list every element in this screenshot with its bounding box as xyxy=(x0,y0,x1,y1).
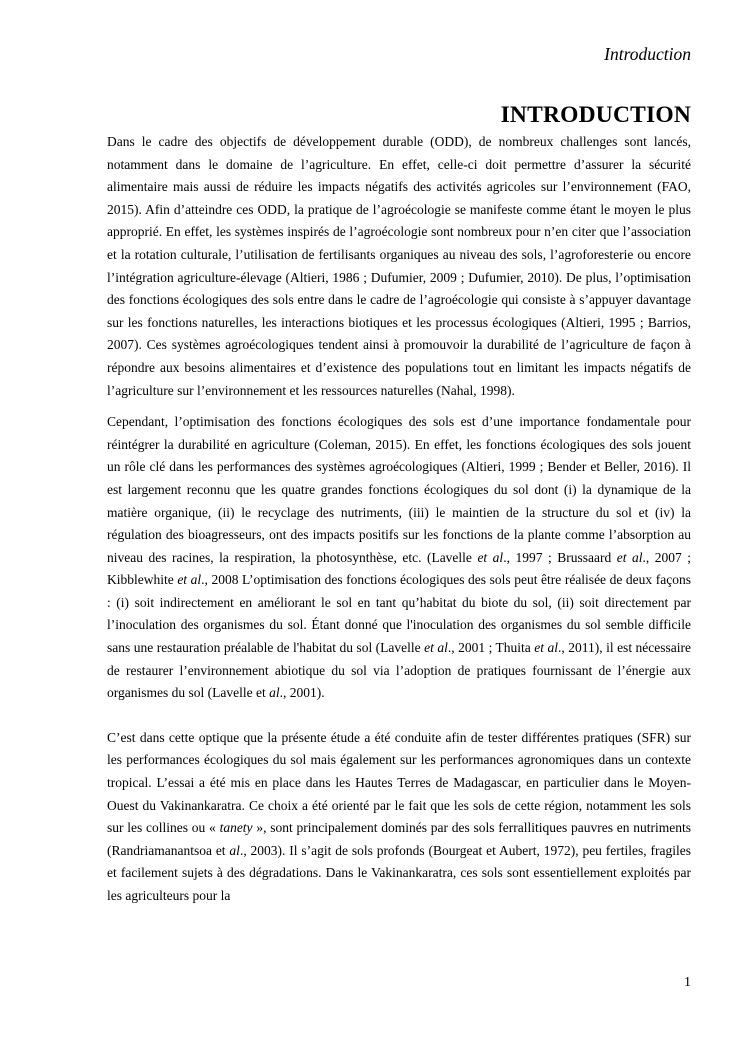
text-segment: C’est dans cette optique que la présente étude a été conduite afin de tester différentes pratiques (SFR) sur les performances écologiques du sol mais également sur les performances agronomiques dans un contexte tropical. L’essai a été mis en place dans les Hautes Terres de Madagascar, en particulier dans le Moyen-Ouest du Vakinankaratra. Ce choix a été orienté par le fait que les sols de cette région, notamment les sols sur les collines ou « xyxy=(107,729,691,836)
text-segment: ., 2003). Il s’agit de sols profonds (Bourgeat et Aubert, 1972), peu fertiles, fragiles et facilement sujets à des dégradations. Dans le Vakinankaratra, ces sols sont essentiellement exploités par les agriculteurs pour la xyxy=(107,842,691,903)
text-segment: Cependant, l’optimisation des fonctions écologiques des sols est d’une importance fondamentale pour réintégrer la durabilité en agriculture (Coleman, 2015). En effet, les fonctions écologiques des sols jouent un rôle clé dans les performances des systèmes agroécologiques (Altieri, 1999 ; Bender et Beller, 2016). Il est largement reconnu que les quatre grandes fonctions écologiques du sol dont (i) la dynamique de la matière organique, (ii) le recyclage des nutriments, (iii) le maintien de la structure du sol et (iv) la régulation des bioagresseurs, ont des impacts positifs sur les fonctions de la plante comme l’absorption au niveau des racines, la respiration, la photosynthèse, etc. (Lavelle xyxy=(107,414,691,565)
text-segment: ., 1997 ; Brussaard xyxy=(503,549,617,565)
italic-text: al xyxy=(269,685,280,701)
text-segment: ., 2001 ; Thuita xyxy=(447,640,535,656)
italic-text: et al xyxy=(534,640,559,656)
body-text xyxy=(107,131,691,908)
text-segment: ., 2007 ; Kibblewhite xyxy=(107,549,691,588)
chapter-title: INTRODUCTION xyxy=(500,102,691,128)
text-segment: ., 2001). xyxy=(279,685,325,701)
italic-text: et al xyxy=(477,549,504,565)
text-segment: », sont principalement dominés par des sols ferrallitiques pauvres en nutriments (Randriamanantsoa et xyxy=(107,820,691,858)
paragraph-1 xyxy=(107,131,691,402)
italic-text: et al xyxy=(616,549,643,565)
text-segment: ., 2008 L’optimisation des fonctions écologiques des sols peut être réalisée de deux façons : (i) soit indirectement en améliorant le sol en tant qu’habitat du biote du sol, (ii) soit directement par l’inoculation des organismes du sol. Étant donné que l'inoculation des organismes du sol semble difficile sans une restauration préalable de l'habitat du sol (Lavelle xyxy=(107,572,691,656)
paragraph-3 xyxy=(107,727,691,908)
italic-text: al xyxy=(229,842,240,858)
page-number: 1 xyxy=(684,975,691,990)
italic-text: tanety xyxy=(219,820,253,836)
paragraph-2 xyxy=(107,411,691,705)
text-segment: Dans le cadre des objectifs de développement durable (ODD), de nombreux challenges sont lancés, notamment dans le domaine de l’agriculture. En effet, celle-ci doit permettre d’assurer la sécurité alimentaire mais aussi de réduire les impacts négatifs des activités agricoles sur l’environnement (FAO, 2015). Afin d’atteindre ces ODD, la pratique de l’agroécologie se manifeste comme étant le moyen le plus approprié. En effet, les systèmes inspirés de l’agroécologie sont nombreux pour n’en citer que l’association et la rotation culturale, l’utilisation de fertilisants organiques au niveau des sols, l’agroforesterie ou encore l’intégration agriculture-élevage (Altieri, 1986 ; Dufumier, 2009 ; Dufumier, 2010). De plus, l’optimisation des fonctions écologiques des sols entre dans le cadre de l’agroécologie qui consiste à s’appuyer davantage sur les fonctions naturelles, les interactions biotiques et les processus écologiques (Altieri, 1995 ; Barrios, 2007). Ces systèmes agroécologiques tendent ainsi à promouvoir la durabilité de l’agriculture de façon à répondre aux besoins alimentaires et d’existence des populations tout en limitant les impacts négatifs de l’agriculture sur l’environnement et les ressources naturelles (Nahal, 1998). xyxy=(107,134,691,398)
running-header: Introduction xyxy=(604,44,691,64)
text-segment: ., 2011), il est nécessaire de restaurer l’environnement abiotique du sol via l’adoption de pratiques fournissant de l’énergie aux organismes du sol (Lavelle et xyxy=(107,640,692,701)
italic-text: et al xyxy=(177,572,202,588)
italic-text: et al xyxy=(424,640,448,656)
